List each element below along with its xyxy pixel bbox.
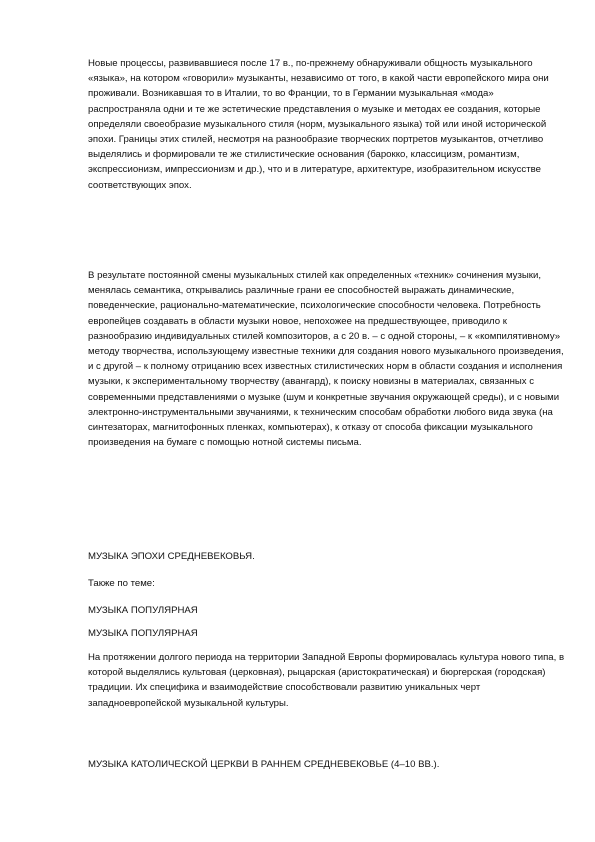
related-link-2[interactable]: МУЗЫКА ПОПУЛЯРНАЯ <box>88 628 198 639</box>
heading-catholic-church: МУЗЫКА КАТОЛИЧЕСКОЙ ЦЕРКВИ В РАННЕМ СРЕДНЕВЕКОВЬЕ (4–10 ВВ.). <box>88 759 440 770</box>
paragraph-intro: Новые процессы, развивавшиеся после 17 в., по-прежнему обнаруживали общность музыкального «языка», на котором «говорили» музыканты, независимо от того, в какой части европейского мира они проживали. Возникавшая то в Италии, то во Франции, то в Германии музыкальная «мода» распространяла одни и те же эстетические представления о музыке и методах ее создания, которые определяли своеобразие музыкального стиля (норм, музыкального языка) той или иной исторической эпохи. Границы этих стилей, несмотря на разнообразие творческих портретов музыкантов, отчетливо выделялись и формировали те же стилистические основания (барокко, классицизм, романтизм, экспрессионизм, импрессионизм и др.), что и в литературе, архитектуре, изобразительном искусстве соответствующих эпох. <box>88 58 549 191</box>
heading-middle-ages: МУЗЫКА ЭПОХИ СРЕДНЕВЕКОВЬЯ. <box>88 551 255 562</box>
paragraph-culture: На протяжении долгого периода на территории Западной Европы формировалась культура нового типа, в которой выделялись культовая (церковная), рыцарская (аристократическая) и бюргерская (городская) традиции. Их специфика и взаимодействие способствовали развитию уникальных черт западноевропейской музыкальной культуры. <box>88 652 565 709</box>
also-on-topic-label: Также по теме: <box>88 578 155 589</box>
related-link-1[interactable]: МУЗЫКА ПОПУЛЯРНАЯ <box>88 605 198 616</box>
paragraph-styles: В результате постоянной смены музыкальных стилей как определенных «техник» сочинения музыки, менялась семантика, открывались различные грани ее способностей выражать динамические, поведенческие, рационально-математические, психологические способности человека. Потребность европейцев создавать в области музыки новое, непохожее на предшествующее, приводило к разнообразию индивидуальных стилей композиторов, а с 20 в. – с одной стороны, – к «компилятивному» методу творчества, использующему известные техники для создания нового музыкального произведения, и с другой – к полному отрицанию всех известных стилистических норм в области создания и исполнения музыки, к экспериментальному творчеству (авангард), к поиску новизны в материалах, связанных с современными представлениями о музыке (шум и конкретные звучания окружающей среды), и с новыми электронно-инструментальными звучаниями, к техническим способам обработки любого вида звука (на синтезаторах, магнитофонных пленках, компьютерах), к отказу от способа фиксации музыкального произведения на бумаге с помощью нотной системы письма. <box>88 270 564 449</box>
